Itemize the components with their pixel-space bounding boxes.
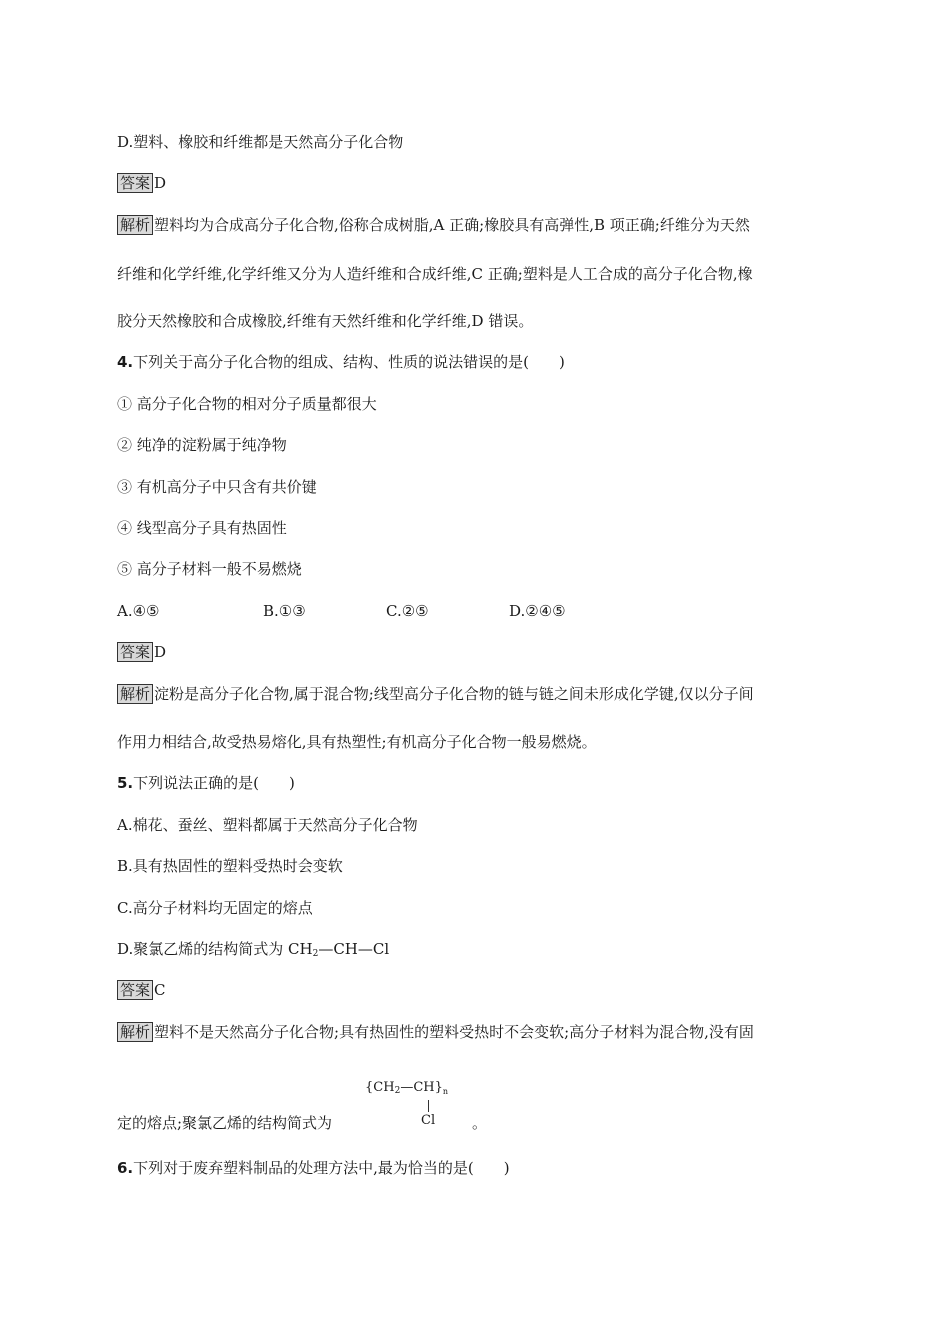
q5-option-d: [117, 939, 389, 964]
q4-analysis-line: [117, 684, 754, 704]
analysis-tag: 解析: [117, 215, 153, 235]
answer-value: D: [154, 174, 167, 192]
analysis-tag: 解析: [117, 684, 153, 704]
question-stem: 下列说法正确的是( ): [133, 774, 295, 792]
analysis-tag: 解析: [117, 1022, 153, 1042]
answer-value: D: [154, 643, 167, 661]
q3-answer: [117, 173, 166, 193]
answer-tag: 答案: [117, 642, 153, 662]
q5-analysis-line: [117, 1022, 754, 1042]
option-text: D.聚氯乙烯的结构简式为 CH: [117, 940, 313, 958]
question-number: 5.: [117, 774, 134, 792]
formula-ch2: CH: [373, 1080, 395, 1095]
q4-statement: ⑤ 高分子材料一般不易燃烧: [117, 560, 302, 578]
q4-option-b: B.①③: [263, 602, 306, 620]
q4-option-d: D.②④⑤: [509, 602, 566, 620]
q4-statement: ③ 有机高分子中只含有共价键: [117, 478, 317, 496]
formula-n: n: [442, 1087, 449, 1096]
answer-value: C: [154, 981, 166, 999]
formula-bond: —: [400, 1080, 414, 1095]
answer-tag: 答案: [117, 173, 153, 193]
q4-statement: ① 高分子化合物的相对分子质量都很大: [117, 395, 377, 413]
question-stem: 下列对于废弃塑料制品的处理方法中,最为恰当的是( ): [133, 1159, 510, 1177]
q3-option-d: D.塑料、橡胶和纤维都是天然高分子化合物: [117, 133, 404, 151]
q6-stem: [117, 1158, 510, 1178]
q4-stem: [117, 352, 565, 372]
question-number: 6.: [117, 1159, 134, 1177]
q5-stem: [117, 773, 295, 793]
q5-option-b: B.具有热固性的塑料受热时会变软: [117, 857, 343, 875]
formula-vertical-bond: [428, 1100, 429, 1112]
formula-bracket-close: }: [434, 1080, 443, 1095]
subscript: 2: [312, 949, 319, 959]
analysis-text: 淀粉是高分子化合物,属于混合物;线型高分子化合物的链与链之间未形成化学键,仅以分子间: [154, 685, 754, 703]
answer-tag: 答案: [117, 980, 153, 1000]
q3-analysis-line: 胶分天然橡胶和合成橡胶,纤维有天然纤维和化学纤维,D 错误。: [117, 312, 534, 330]
question-number: 4.: [117, 353, 134, 371]
q4-answer: [117, 642, 166, 662]
q3-analysis-line: [117, 215, 750, 235]
q4-statement: ② 纯净的淀粉属于纯净物: [117, 436, 287, 454]
q4-statement: ④ 线型高分子具有热固性: [117, 519, 287, 537]
analysis-text: 塑料均为合成高分子化合物,俗称合成树脂,A 正确;橡胶具有高弹性,B 项正确;纤维分为天然: [154, 216, 750, 234]
pvc-structural-formula: [365, 1080, 475, 1130]
q5-option-a: A.棉花、蚕丝、塑料都属于天然高分子化合物: [117, 816, 418, 834]
formula-main-chain: [365, 1080, 448, 1096]
q4-option-a: A.④⑤: [117, 602, 160, 620]
q5-analysis-end: 。: [472, 1114, 488, 1132]
analysis-text: 塑料不是天然高分子化合物;具有热固性的塑料受热时不会变软;高分子材料为混合物,没有固: [154, 1023, 754, 1041]
formula-ch: CH: [413, 1080, 435, 1095]
option-text: —CH—Cl: [318, 940, 390, 958]
formula-bracket-open: {: [365, 1080, 374, 1095]
question-stem: 下列关于高分子化合物的组成、结构、性质的说法错误的是( ): [133, 353, 565, 371]
q5-analysis-line: 定的熔点;聚氯乙烯的结构简式为: [117, 1114, 333, 1132]
formula-subscript: 2: [394, 1086, 401, 1096]
q4-analysis-line: 作用力相结合,故受热易熔化,具有热塑性;有机高分子化合物一般易燃烧。: [117, 733, 597, 751]
formula-cl: Cl: [421, 1113, 436, 1128]
q4-option-c: C.②⑤: [386, 602, 429, 620]
q5-option-c: C.高分子材料均无固定的熔点: [117, 899, 313, 917]
q3-analysis-line: 纤维和化学纤维,化学纤维又分为人造纤维和合成纤维,C 正确;塑料是人工合成的高分子化合物,橡: [117, 265, 753, 283]
q5-answer: [117, 980, 166, 1000]
